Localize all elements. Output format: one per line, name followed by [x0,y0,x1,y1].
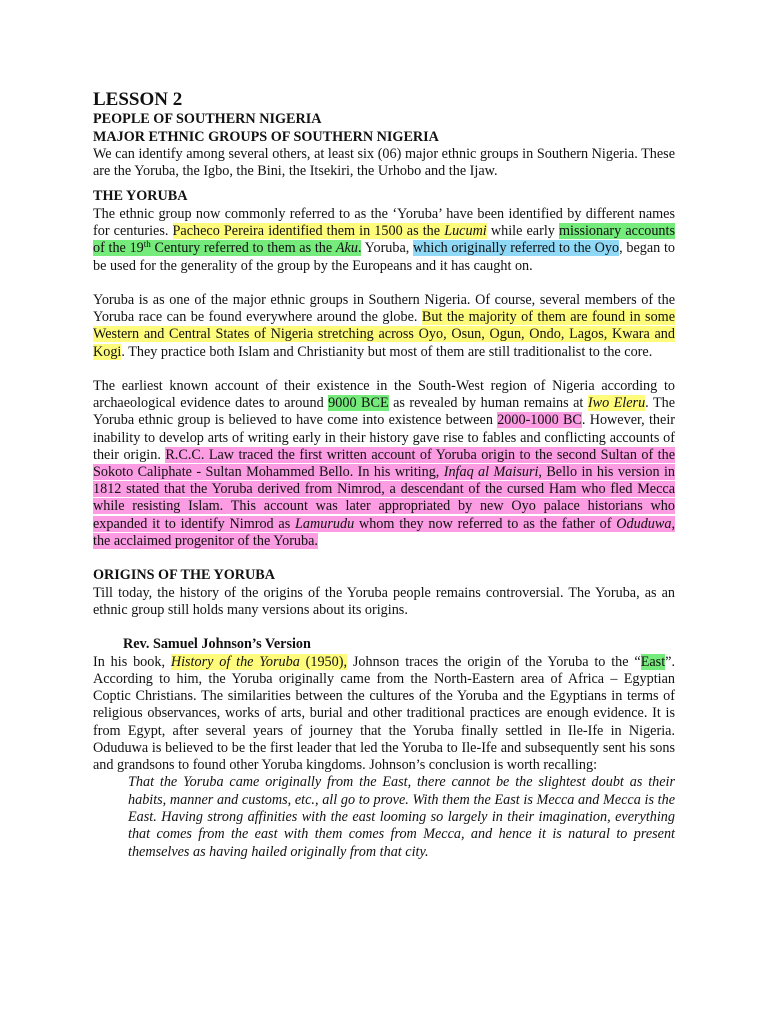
highlight-green: East [640,653,666,670]
highlight-blue: which originally referred to the Oyo [413,240,620,257]
text-segment: . They practice both Islam and Christianity but most of them are still traditionalist to the core. [121,343,653,360]
heading-origins: ORIGINS OF THE YORUBA [93,567,275,584]
highlight-green: 9000 BCE [328,395,389,412]
text-segment: as revealed by human remains at [388,395,588,412]
highlight-yellow [173,223,487,239]
text-segment: Yoruba, [361,240,414,257]
highlight-pink [93,447,675,549]
paragraph-yoruba-names [93,206,675,275]
italic-term: Lucumi [444,223,487,240]
spacer [93,275,675,292]
text-segment: while early [486,223,559,240]
italic-term: Infaq al Maisuri [443,463,539,480]
spacer [93,180,675,188]
text-segment: In his book, [93,653,171,670]
text-segment: . [357,240,362,257]
heading-people: PEOPLE OF SOUTHERN NIGERIA [93,111,322,127]
book-title: History of the Yoruba [170,653,300,670]
johnson-quote: That the Yoruba came originally from the East, there cannot be the slightest doubt as their habits, manner and customs, etc., all go to prove. With them the East is Mecca and Mecca is the East. Having strong affinities with the east looming so largely in their imagination, everything that comes from the east with them comes from Mecca, and hence it is natural to present themselves as having hailed originally from that city. [128,774,675,860]
text-segment: Pacheco Pereira identified them in 1500 as the [172,223,445,240]
heading-the-yoruba: THE YORUBA [93,188,188,205]
text-segment: missionary accounts of the 19 [93,223,675,257]
text-segment: Johnson traces the origin of the Yoruba to the “ [347,653,641,670]
spacer [93,361,675,378]
text-segment: (1950), [299,653,348,670]
text-segment: The earliest known account of their existence in the South-West region of Nigeria according to archaeological evidence dates to around [93,377,675,412]
text-segment: The ethnic group now commonly referred to as the ‘Yoruba’ have been identified by different names for centuries. [93,205,675,240]
paragraph-yoruba-location [93,292,675,361]
text-segment: Yoruba is as one of the major ethnic groups in Southern Nigeria. Of course, several members of the Yoruba race can be found everywhere around the globe. [93,291,675,326]
spacer [93,619,675,636]
highlight-yellow: Iwo Eleru [587,395,646,412]
text-segment: Century referred to them as the [150,240,336,257]
superscript: th [143,239,151,250]
text-segment: , the acclaimed progenitor of the Yoruba. [93,515,675,549]
heading-major-groups: MAJOR ETHNIC GROUPS OF SOUTHERN NIGERIA [93,128,439,145]
document-page [93,89,675,861]
italic-term: Aku [335,240,358,257]
heading-johnson-version: Rev. Samuel Johnson’s Version [123,636,311,653]
text-segment: , began to be used for the generality of the group by the Europeans and it has caught on. [93,240,675,274]
paragraph-origins: Till today, the history of the origins of the Yoruba people remains controversial. The Yoruba, as an ethnic group still holds many versions about its origins. [93,584,675,618]
text-segment: . The Yoruba ethnic group is believed to have come into existence between [93,395,676,429]
italic-term: Lamurudu [295,515,355,532]
italic-term: Oduduwa [616,515,672,532]
highlight-pink: 2000-1000 BC [497,412,582,429]
paragraph-earliest-account [93,378,675,550]
text-segment: whom they now referred to as the father of [354,515,617,532]
highlight-yellow [171,654,347,670]
lesson-title: LESSON 2 [93,89,183,110]
text-segment: R.C.C. Law traced the first written account of Yoruba origin to the second Sultan of the Sokoto Caliphate - Sultan Mohammed Bello. In his writing, [93,446,675,480]
spacer [93,550,675,567]
text-segment: ”. According to him, the Yoruba originally came from the North-Eastern area of Africa – Egyptian Coptic Christians. The similarities between the cultures of the Yoruba and the Egyptians in terms of religious observances, works of arts, burial and other traditional practices are enough evidence. It is from Egypt, after several years of journey that the Yoruba finally settled in Ile-Ife in Nigeria. Oduduwa is believed to be the first leader that led the Yoruba to Ile-Ife and subsequently sent his sons and grandsons to found other Yoruba kingdoms. Johnson’s conclusion is worth recalling: [93,653,675,773]
text-segment: , Bello in his version in 1812 stated that the Yoruba derived from Nimrod, a descendant of the cursed Ham who fled Mecca while resisting Islam. This account was later appropriated by new Oyo palace historians who expanded it to identify Nimrod as [93,463,675,532]
text-segment: . However, their inability to develop arts of writing early in their history gave rise to fables and conflicting accounts of their origin. [93,412,675,463]
paragraph-johnson [93,654,675,774]
highlight-yellow: But the majority of them are found in some Western and Central States of Nigeria stretching across Oyo, Osun, Ogun, Ondo, Lagos, Kwara and Kogi [93,309,675,360]
intro-paragraph: We can identify among several others, at least six (06) major ethnic groups in Southern Nigeria. These are the Yoruba, the Igbo, the Bini, the Itsekiri, the Urhobo and the Ijaw. [93,146,675,180]
